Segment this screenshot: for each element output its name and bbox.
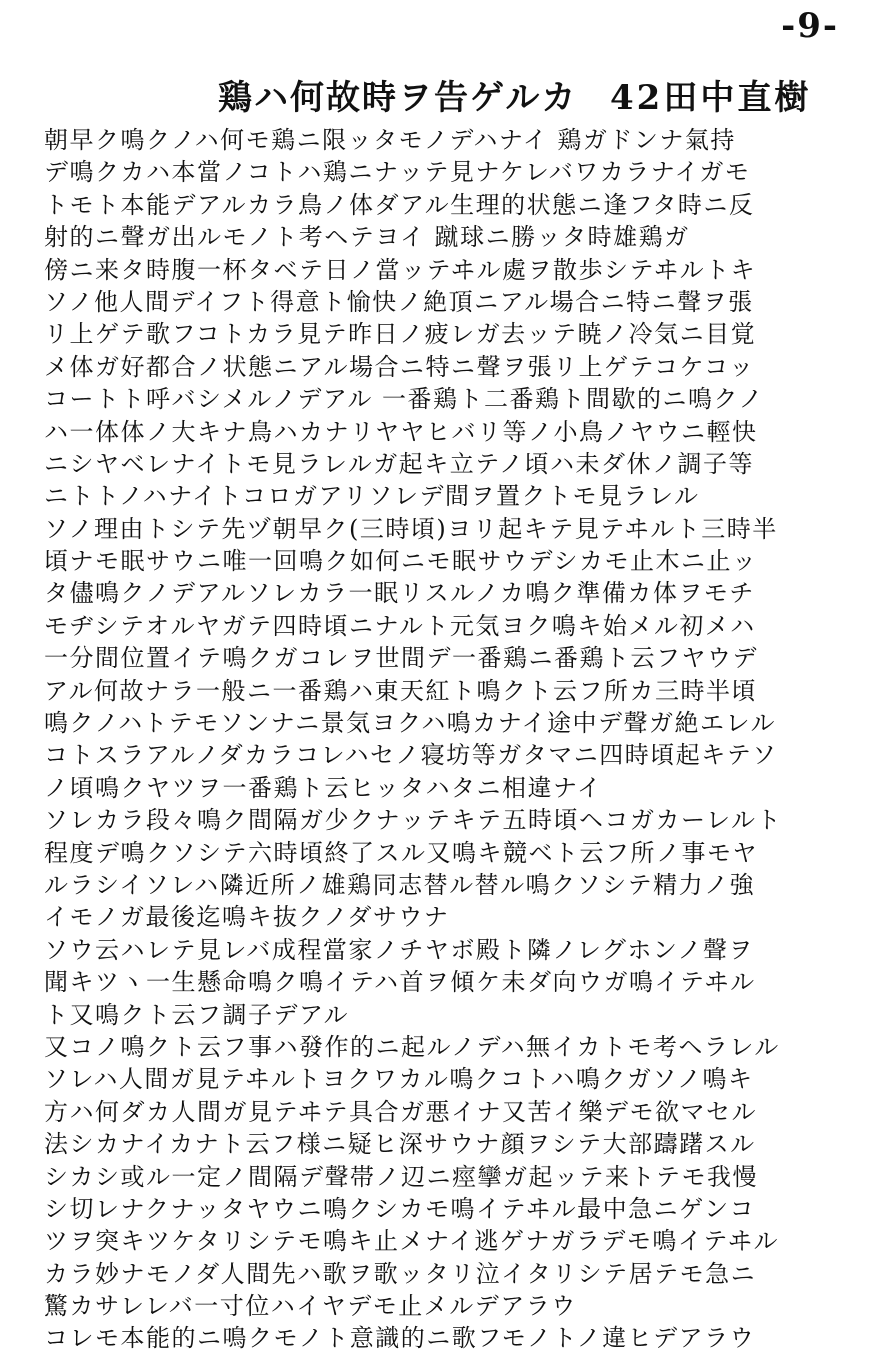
body-line: ソウ云ハレテ見レバ成程當家ノチヤボ殿ト隣ノレグホンノ聲ヲ — [44, 935, 754, 964]
body-line: 方ハ何ダカ人間ガ見テヰテ具合ガ悪イナ又苦イ樂デモ欲マセル — [44, 1097, 758, 1126]
body-line: 程度デ鳴クソシテ六時頃終了スル又鳴キ競ベト云フ所ノ事モヤ — [44, 838, 758, 867]
body-line: コートト呼バシメルノデアル 一番鶏ト二番鶏ト間歇的ニ鳴クノ — [44, 385, 765, 414]
body-line: ハ一体体ノ大キナ鳥ハカナリヤヤヒバリ等ノ小鳥ノヤウニ輕快 — [44, 417, 758, 446]
body-line: トモト本能デアルカラ鳥ノ体ダアル生理的状態ニ逢フタ時ニ反 — [44, 190, 755, 219]
body-line: カラ妙ナモノダ人間先ハ歌ヲ歌ッタリ泣イタリシテ居テモ急ニ — [44, 1259, 757, 1288]
body-line: イモノガ最後迄鳴キ抜クノダサウナ — [44, 903, 450, 932]
essay-title: 鶏ハ何故時ヲ告ゲルカ — [218, 78, 578, 118]
body-line: 朝早ク鳴クノハ何モ鶏ニ限ッタモノデハナイ 鶏ガドンナ氣持 — [44, 126, 736, 154]
body-line: シカシ或ル一定ノ間隔デ聲帯ノ辺ニ痙攣ガ起ッテ来トテモ我慢 — [44, 1162, 758, 1191]
body-line: メ体ガ好都合ノ状態ニアル場合ニ特ニ聲ヲ張リ上ゲテコケコッ — [44, 352, 755, 381]
page-number: -9- — [781, 6, 839, 46]
body-line: モヂシテオルヤガテ四時頃ニナルト元気ヨク鳴キ始メル初メハ — [44, 611, 756, 640]
body-line: 法シカナイカナト云フ様ニ疑ヒ深サウナ顔ヲシテ大部躊躇スル — [44, 1130, 756, 1159]
body-line: 射的ニ聲ガ出ルモノト考ヘテヨイ 蹴球ニ勝ッタ時雄鶏ガ — [44, 223, 690, 252]
body-line: 驚カサレレバ一寸位ハイヤデモ止メルデアラウ — [44, 1292, 577, 1321]
body-line: ノ頃鳴クヤツヲ一番鶏ト云ヒッタハタニ相違ナイ — [44, 773, 603, 802]
body-line: 傍ニ来タ時腹一杯タベテ日ノ當ッテヰル處ヲ散歩シテヰルトキ — [44, 255, 757, 284]
author-name: 42田中直樹 — [610, 78, 812, 118]
body-line: ニシヤベレナイトモ見ラレルガ起キ立テノ頃ハ未ダ休ノ調子等 — [44, 449, 755, 478]
body-line: 頃ナモ眠サウニ唯一回鳴ク如何ニモ眠サウデシカモ止木ニ止ッ — [44, 547, 758, 576]
body-line: ソノ理由トシテ先ヅ朝早ク(三時頃)ヨリ起キテ見テヰルト三時半 — [44, 514, 778, 543]
body-line: ソレハ人間ガ見テヰルトヨクワカル鳴クコトハ鳴クガソノ鳴キ — [44, 1065, 754, 1094]
body-line: リ上ゲテ歌フコトカラ見テ昨日ノ疲レガ去ッテ暁ノ冷気ニ目覚 — [44, 320, 757, 349]
body-line: ニトトノハナイトコロガアリソレデ間ヲ置クトモ見ラレル — [44, 482, 700, 511]
body-line: コトスラアルノダカラコレハセノ寝坊等ガタマニ四時頃起キテソ — [44, 741, 778, 770]
body-line: デ鳴クカハ本當ノコトハ鶏ニナッテ見ナケレバワカラナイガモ — [44, 158, 751, 187]
body-line: ツヲ突キツケタリシテモ鳴キ止メナイ逃ゲナガラデモ鳴イテヰル — [44, 1227, 779, 1256]
body-line: ト又鳴クト云フ調子デアル — [44, 1000, 350, 1029]
body-line: アル何故ナラ一般ニ一番鶏ハ東天紅ト鳴クト云フ所カ三時半頃 — [44, 676, 758, 705]
body-line: ソノ他人間デイフト得意ト愉快ノ絶頂ニアル場合ニ特ニ聲ヲ張 — [44, 287, 754, 316]
body-line: 又コノ鳴クト云フ事ハ發作的ニ起ルノデハ無イカトモ考ヘラレル — [44, 1032, 780, 1061]
essay-body — [44, 124, 874, 1355]
body-line: ソレカラ段々鳴ク間隔ガ少クナッテキテ五時頃ヘコガカーレルト — [44, 806, 782, 835]
body-line: コレモ本能的ニ鳴クモノト意識的ニ歌フモノトノ違ヒデアラウ — [44, 1324, 756, 1353]
body-line: 聞キツヽ一生懸命鳴ク鳴イテハ首ヲ傾ケ未ダ向ウガ鳴イテヰル — [44, 968, 756, 997]
body-line: ルラシイソレハ隣近所ノ雄鶏同志替ル替ル鳴クソシテ精力ノ強 — [44, 870, 756, 899]
body-line: 一分間位置イテ鳴クガコレヲ世間デ一番鶏ニ番鶏ト云フヤウデ — [44, 644, 758, 673]
body-line: シ切レナクナッタヤウニ鳴クシカモ鳴イテヰル最中急ニゲンコ — [44, 1194, 756, 1223]
body-line: タ儘鳴クノデアルソレカラ一眠リスルノカ鳴ク準備カ体ヲモチ — [44, 579, 755, 608]
body-line: 鳴クノハトテモソンナニ景気ヨクハ鳴カナイ途中デ聲ガ絶エレル — [44, 709, 776, 738]
